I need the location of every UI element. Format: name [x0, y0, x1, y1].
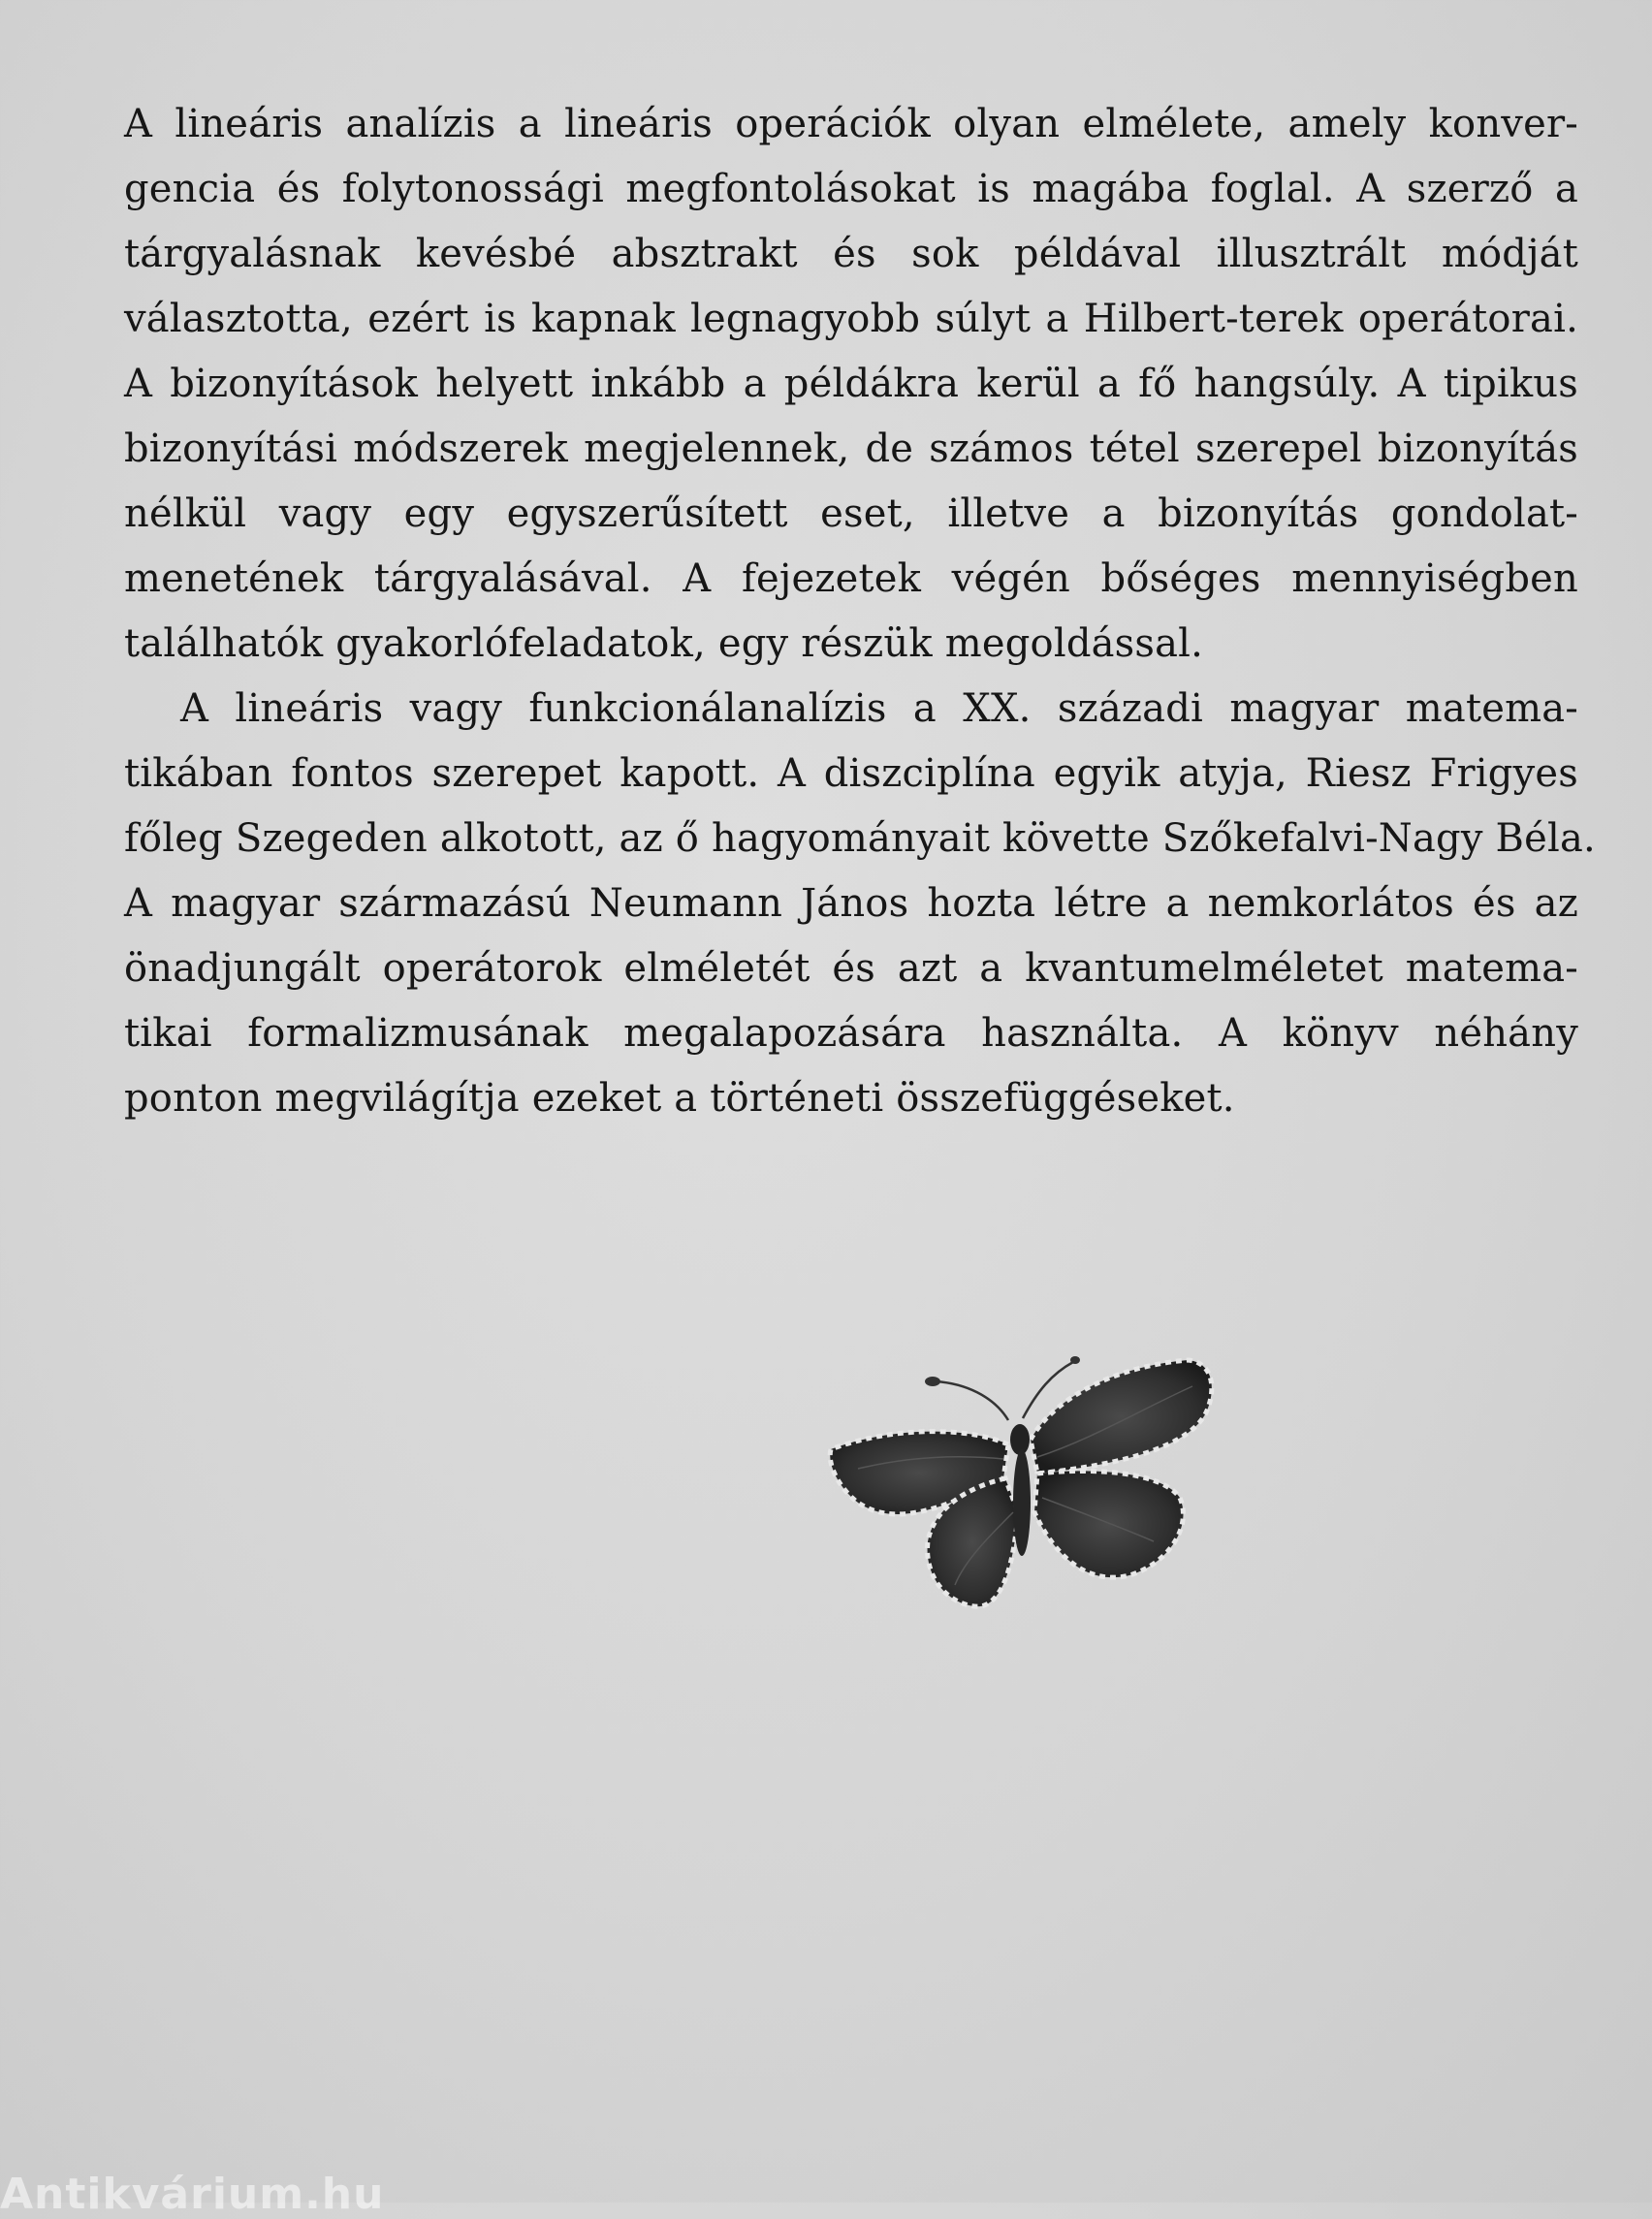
- butterfly-icon: [819, 1343, 1226, 1633]
- paragraph-1: [124, 92, 1578, 677]
- text-line: ponton megvilágítja ezeket a történeti összefüggéseket.: [124, 1076, 1235, 1121]
- text-line: tikai formalizmusának megalapozására használta. A könyv néhány: [124, 1011, 1578, 1056]
- body-text: [124, 92, 1596, 1131]
- text-line: bizonyítási módszerek megjelennek, de számos tétel szerepel bizonyítás: [124, 427, 1578, 471]
- text-line: választotta, ezért is kapnak legnagyobb súlyt a Hilbert-terek operátorai.: [124, 297, 1578, 341]
- watermark: Antikvárium.hu: [0, 2170, 385, 2219]
- text-line: főleg Szegeden alkotott, az ő hagyományait követte Szőkefalvi-Nagy Béla.: [124, 816, 1596, 861]
- text-line: A lineáris analízis a lineáris operációk olyan elmélete, amely konver-: [124, 102, 1578, 146]
- text-line: találhatók gyakorlófeladatok, egy részük megoldással.: [124, 621, 1204, 666]
- text-line: önadjungált operátorok elméletét és azt a kvantumelméletet matema-: [124, 946, 1578, 991]
- paragraph-2: [124, 677, 1596, 1131]
- text-line: tárgyalásnak kevésbé absztrakt és sok példával illusztrált módját: [124, 232, 1578, 276]
- text-line: A magyar származású Neumann János hozta létre a nemkorlátos és az: [124, 881, 1578, 926]
- text-line: gencia és folytonossági megfontolásokat is magába foglal. A szerző a: [124, 167, 1578, 211]
- text-line: menetének tárgyalásával. A fejezetek végén bőséges mennyiségben: [124, 556, 1578, 601]
- text-line: nélkül vagy egy egyszerűsített eset, illetve a bizonyítás gondolat-: [124, 491, 1578, 536]
- text-line: tikában fontos szerepet kapott. A diszciplína egyik atyja, Riesz Frigyes: [124, 751, 1578, 796]
- text-line: A bizonyítások helyett inkább a példákra kerül a fő hangsúly. A tipikus: [124, 362, 1578, 406]
- text-line: A lineáris vagy funkcionálanalízis a XX. századi magyar matema-: [180, 686, 1578, 731]
